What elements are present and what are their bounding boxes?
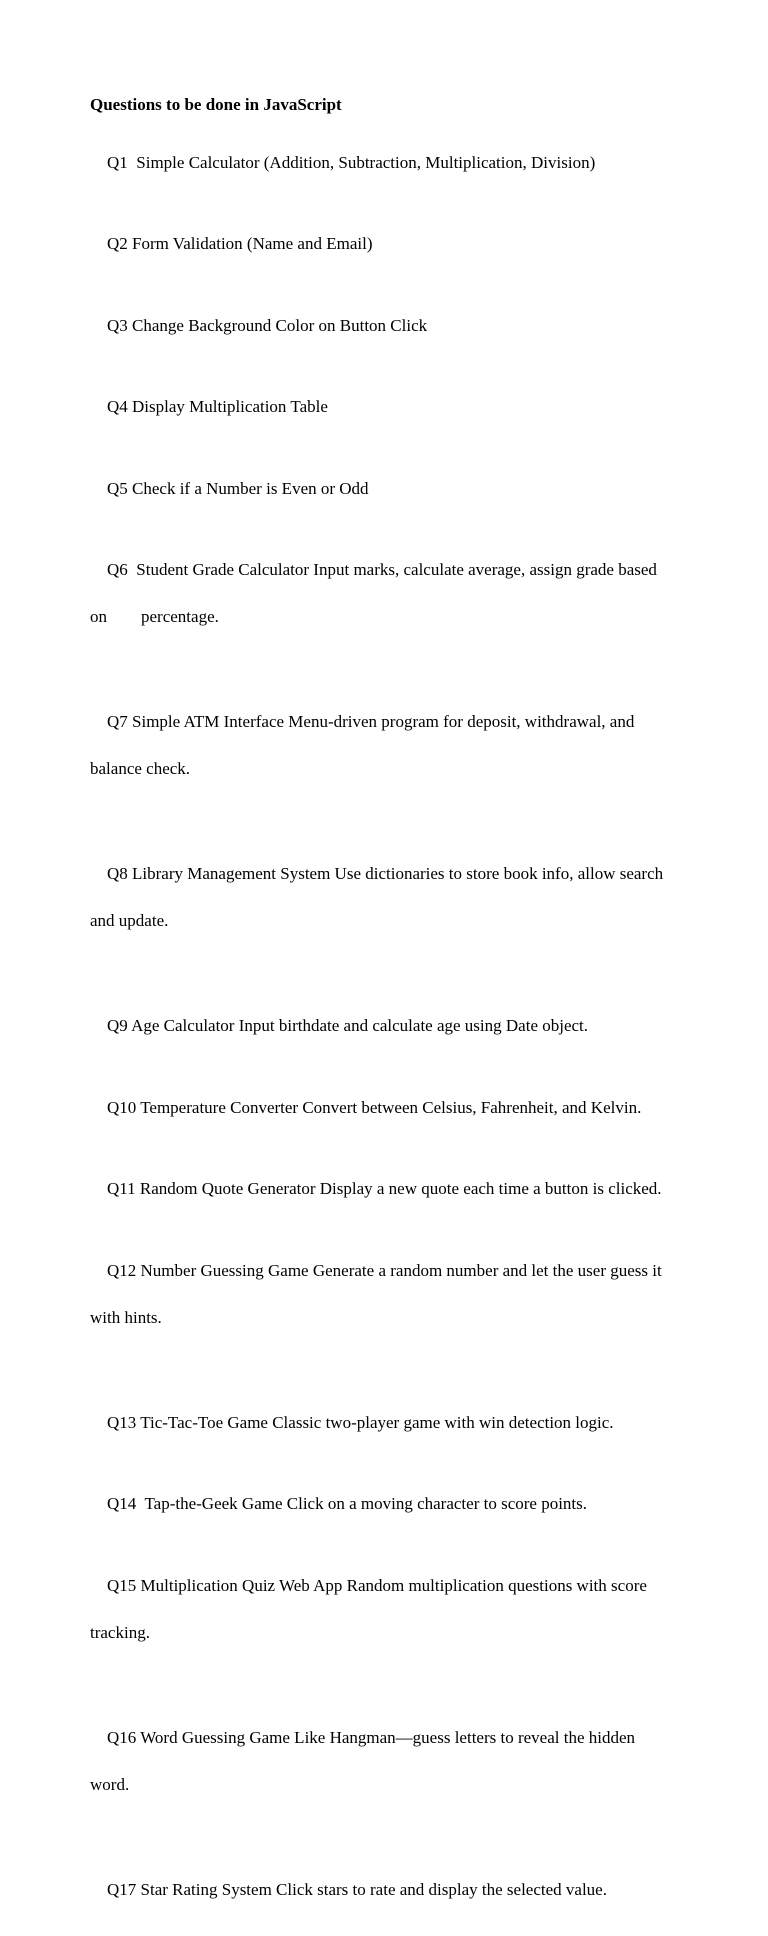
- document-page: [90, 93, 680, 1936]
- question-7-text: Q7 Simple ATM Interface Menu-driven program for deposit, withdrawal, and: [107, 712, 635, 731]
- question-9: [90, 991, 680, 1062]
- question-1: [90, 127, 680, 198]
- question-12-text-continued: with hints.: [90, 1307, 162, 1327]
- question-6: [90, 535, 680, 676]
- question-4: [90, 372, 680, 443]
- question-1-text: Q1 Simple Calculator (Addition, Subtraction, Multiplication, Division): [107, 152, 596, 172]
- question-16: [90, 1702, 680, 1843]
- question-4-text: Q4 Display Multiplication Table: [107, 397, 328, 416]
- question-11: [90, 1154, 680, 1225]
- question-8-text: Q8 Library Management System Use dictionaries to store book info, allow search: [107, 864, 664, 883]
- question-12-text: Q12 Number Guessing Game Generate a random number and let the user guess it: [107, 1260, 662, 1280]
- question-14: [90, 1469, 680, 1540]
- question-2-text: Q2 Form Validation (Name and Email): [107, 234, 373, 253]
- question-5-text: Q5 Check if a Number is Even or Odd: [107, 478, 369, 498]
- question-15-text: Q15 Multiplication Quiz Web App Random multiplication questions with score: [107, 1575, 647, 1595]
- question-3: [90, 290, 680, 361]
- question-10-text: Q10 Temperature Converter Convert between Celsius, Fahrenheit, and Kelvin.: [107, 1097, 642, 1117]
- question-13-text: Q13 Tic-Tac-Toe Game Classic two-player game with win detection logic.: [107, 1412, 614, 1432]
- question-6-text: Q6 Student Grade Calculator Input marks, calculate average, assign grade based: [107, 560, 657, 579]
- question-8-text-continued: and update.: [90, 911, 169, 930]
- question-15-text-continued: tracking.: [90, 1622, 150, 1642]
- question-16-text-continued: word.: [90, 1774, 130, 1794]
- question-13: [90, 1387, 680, 1458]
- question-2: [90, 209, 680, 280]
- question-15: [90, 1550, 680, 1691]
- question-8: [90, 839, 680, 980]
- question-16-text: Q16 Word Guessing Game Like Hangman—guess letters to reveal the hidden: [107, 1727, 636, 1747]
- question-17: [90, 1854, 680, 1925]
- question-3-text: Q3 Change Background Color on Button Click: [107, 315, 428, 335]
- question-6-text-continued: on percentage.: [90, 607, 219, 626]
- question-17-text: Q17 Star Rating System Click stars to rate and display the selected value.: [107, 1879, 607, 1899]
- question-10: [90, 1072, 680, 1143]
- question-9-text: Q9 Age Calculator Input birthdate and calculate age using Date object.: [107, 1016, 589, 1035]
- document-title: Questions to be done in JavaScript: [90, 95, 342, 114]
- question-11-text: Q11 Random Quote Generator Display a new quote each time a button is clicked.: [107, 1179, 662, 1198]
- question-7-text-continued: balance check.: [90, 759, 191, 778]
- question-12: [90, 1235, 680, 1376]
- question-14-text: Q14 Tap-the-Geek Game Click on a moving character to score points.: [107, 1494, 588, 1513]
- question-5: [90, 453, 680, 524]
- question-7: [90, 687, 680, 828]
